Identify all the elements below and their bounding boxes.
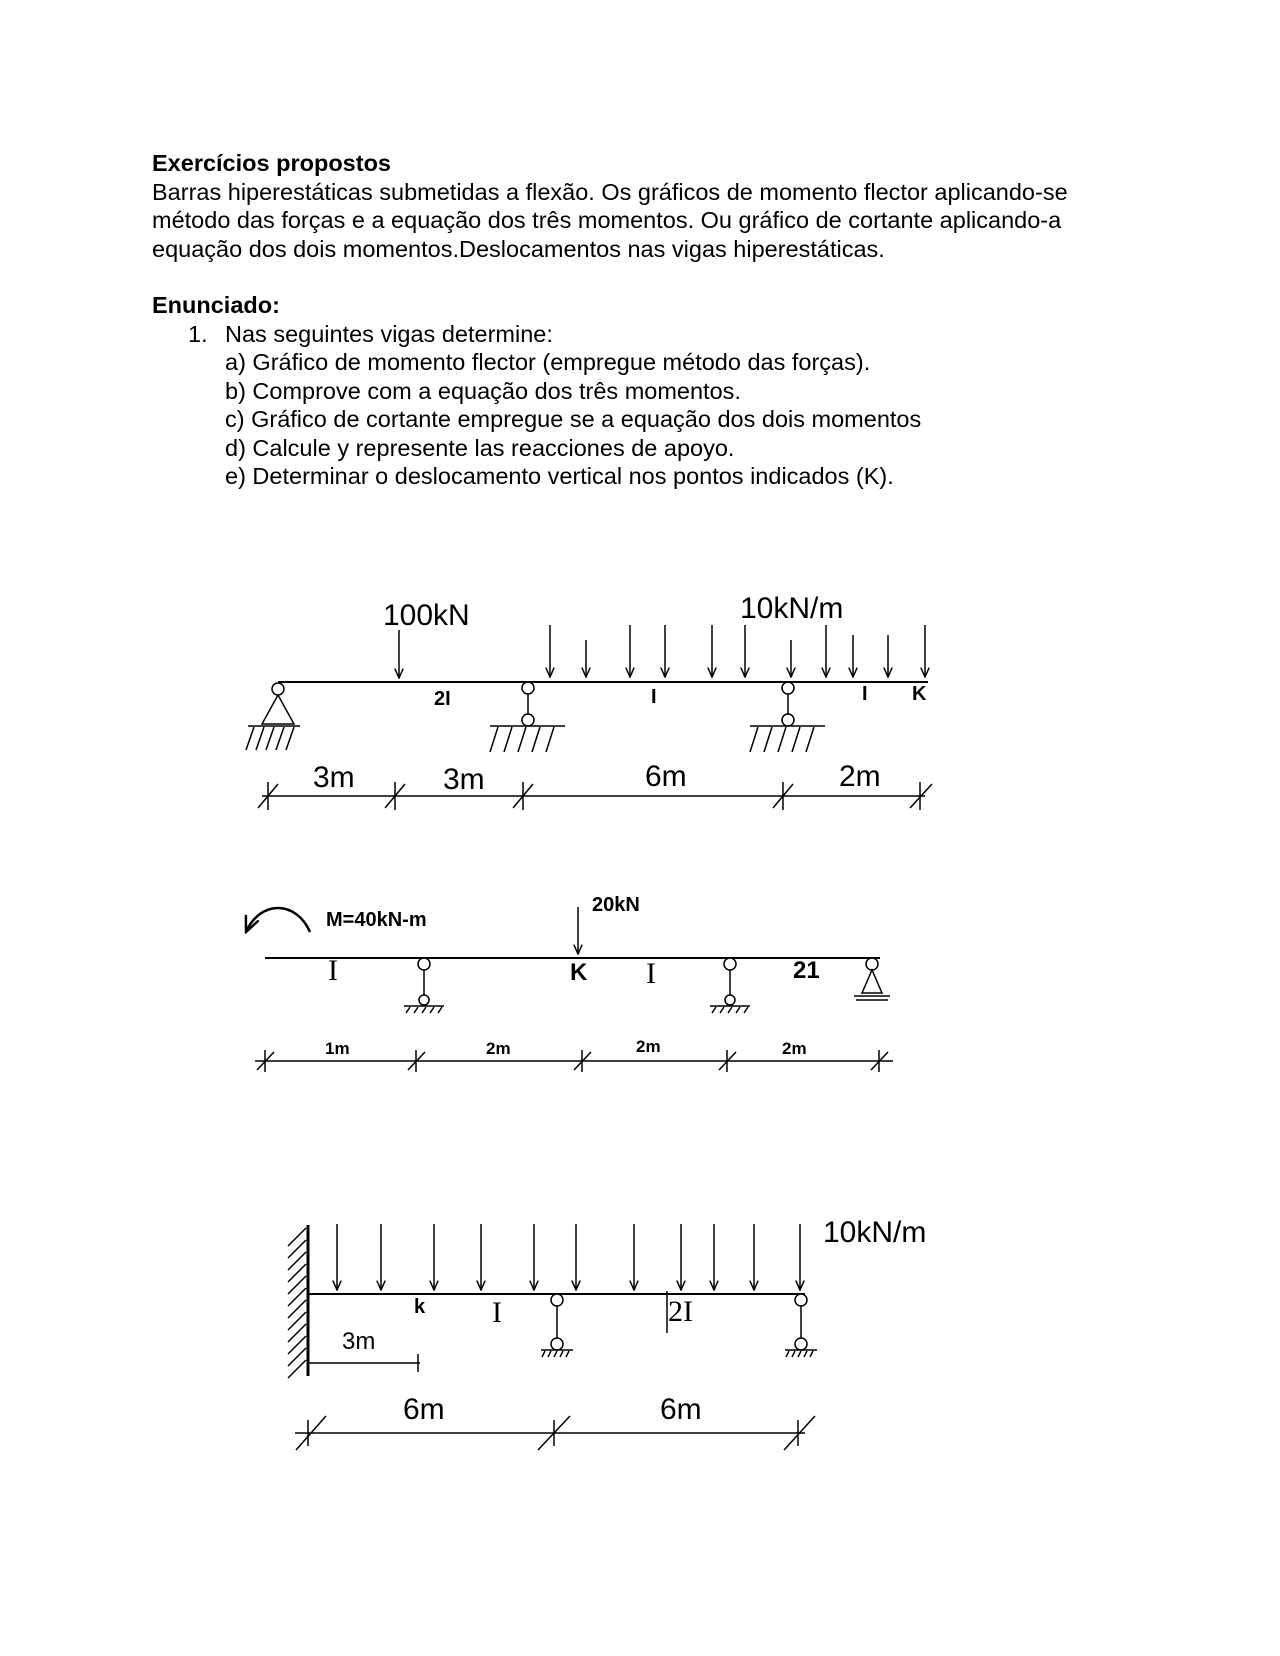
item-text: Nas seguintes vigas determine: (225, 320, 553, 347)
inertia-label: 21 (793, 957, 820, 984)
pin-support (854, 958, 890, 1000)
subitem-e: e) Determinar o deslocamento vertical nos pontos indicados (K). (225, 463, 894, 489)
intro-line-1: Barras hiperestáticas submetidas a flexão. Os gráficos de momento flector aplicando-se (152, 178, 1068, 205)
point-load-label: 20kN (592, 894, 640, 916)
dimension-line (308, 1354, 420, 1372)
dimension-line (258, 782, 932, 810)
subitem-c: c) Gráfico de cortante empregue se a equação dos dois momentos (225, 406, 922, 432)
distributed-load-label: 10kN/m (823, 1216, 927, 1249)
inertia-label: I (328, 954, 338, 987)
span-label: 2m (486, 1039, 511, 1058)
moment-label: M=40kN-m (326, 909, 427, 931)
k-distance-label: 3m (342, 1328, 376, 1355)
beam-1 (246, 592, 932, 810)
roller-support (785, 1294, 817, 1357)
intro-line-2: método das forças e a equação dos três momentos. Ou gráfico de cortante aplicando-a (152, 207, 1062, 233)
item-number: 1. (188, 320, 208, 347)
span-label: 2m (839, 760, 881, 793)
subitem-a: a) Gráfico de momento flector (empregue método das forças). (225, 349, 871, 375)
span-label: 6m (645, 760, 687, 793)
roller-support (710, 958, 750, 1013)
point-k-label: K (912, 683, 927, 705)
span-label: 2m (782, 1039, 807, 1058)
roller-support (404, 958, 444, 1013)
distributed-load-label: 10kN/m (740, 592, 844, 625)
point-load-label: 100kN (383, 599, 470, 632)
inertia-label: I (492, 1296, 502, 1329)
point-k-label: k (414, 1296, 426, 1318)
inertia-label: 2I (668, 1295, 693, 1328)
subitem-b: b) Comprove com a equação dos três momentos. (225, 377, 741, 404)
span-label: 6m (660, 1393, 702, 1426)
roller-support (490, 682, 565, 752)
inertia-label: 2I (434, 688, 451, 710)
inertia-label: I (862, 683, 868, 705)
distributed-load-arrows (550, 625, 925, 677)
fixed-support (288, 1225, 308, 1378)
moment-arrow (246, 908, 310, 932)
beam-2 (246, 894, 893, 1072)
span-label: 2m (636, 1037, 661, 1056)
intro-line-3: equação dos dois momentos.Deslocamentos nas vigas hiperestáticas. (152, 235, 885, 262)
pin-support (246, 683, 300, 750)
distributed-load-arrows (337, 1224, 800, 1290)
inertia-label: I (646, 957, 656, 990)
roller-support (541, 1294, 573, 1357)
point-k-label: K (570, 959, 588, 986)
span-label: 3m (443, 763, 485, 796)
beam-3 (288, 1216, 926, 1450)
page-heading: Exercícios propostos (152, 150, 391, 176)
enunciado-label: Enunciado: (152, 292, 280, 318)
dimension-line (295, 1416, 815, 1450)
roller-support (750, 682, 825, 752)
span-label: 3m (313, 761, 355, 794)
inertia-label: I (651, 686, 657, 708)
subitem-d: d) Calcule y represente las reacciones de apoyo. (225, 434, 735, 461)
span-label: 6m (403, 1393, 445, 1426)
span-label: 1m (325, 1039, 350, 1058)
